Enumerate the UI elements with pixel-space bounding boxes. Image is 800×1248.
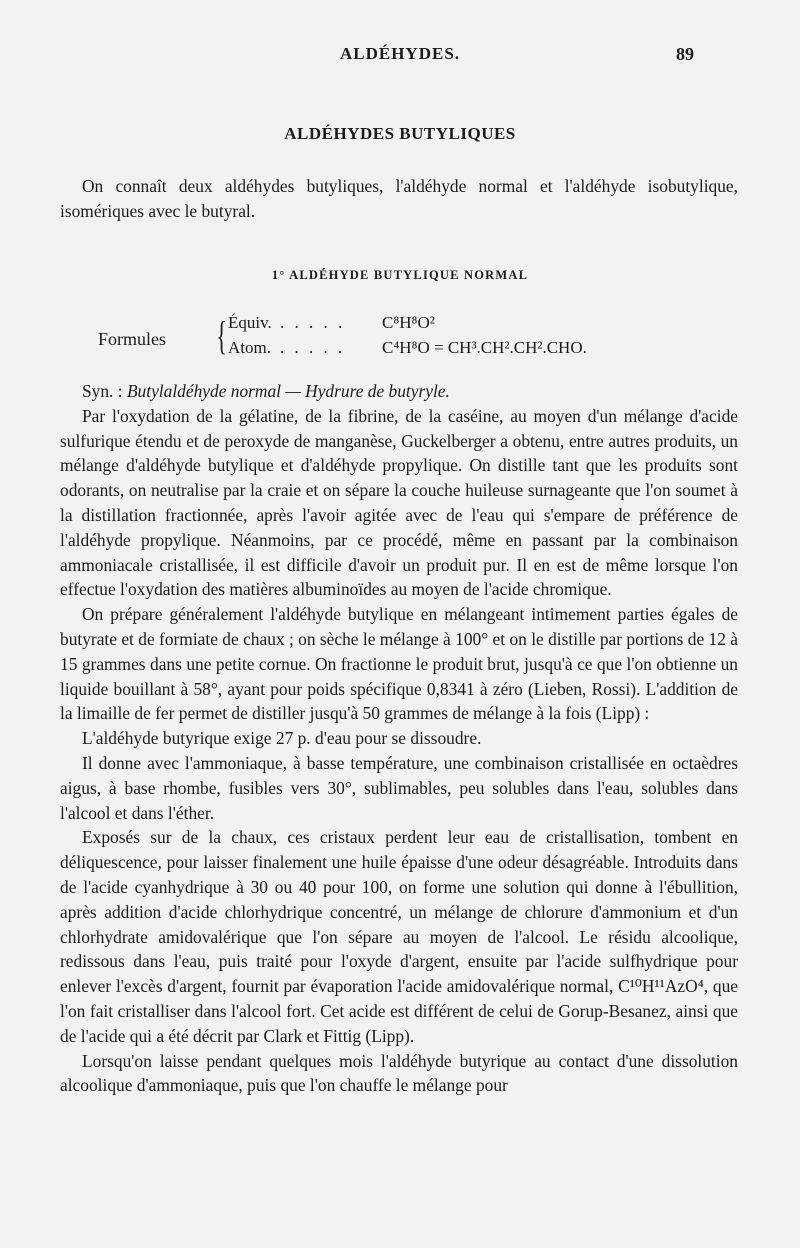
paragraph: Par l'oxydation de la gélatine, de la fibrine, de la caséine, au moyen d'un mélange d'acide sulfurique étendu et de peroxyde de manganèse, Guckelberger a obtenu, entre autres produits, un mélange d'aldéhyde butylique et d'aldéhyde propylique. On distille tant que les produits sont odorants, on neutralise par la craie et on sépare la couche huileuse surnageante que l'on soumet à la distillation fractionnée, après l'avoir agitée avec de l'eau qui s'empare de préférence de l'aldéhyde propylique. Néanmoins, par ce procédé, même en passant par la combinaison ammoniacale cristallisée, il est difficile d'avoir un produit pur. Il en est de même lorsque l'on effectue l'oxydation des matières albuminoïdes au moyen de l'acide chromique. (60, 405, 738, 600)
subsection-title: 1° ALDÉHYDE BUTYLIQUE NORMAL (271, 268, 529, 282)
equiv-dots: . . . . . (280, 313, 346, 332)
synonyms-line (60, 379, 738, 404)
page-number: 89 (676, 44, 694, 64)
equiv-formula: C⁸H⁸O² (382, 313, 435, 332)
synonyms-names: Butylaldéhyde normal — Hydrure de butyryle. (126, 381, 450, 401)
paragraph: Lorsqu'on laisse pendant quelques mois l'aldéhyde butyrique au contact d'une dissolution alcoolique d'ammoniaque, puis que l'on chauffe le mélange pour (60, 1050, 738, 1096)
paragraph: Il donne avec l'ammoniaque, à basse température, une combinaison cristallisée en octaèdres aigus, à base rhombe, fusibles vers 30°, sublimables, peu solubles dans l'eau, solubles dans l'alcool et dans l'éther. (60, 752, 738, 823)
atom-dots: . . . . . (280, 338, 346, 357)
intro-paragraph: On connaît deux aldéhydes butyliques, l'aldéhyde normal et l'aldéhyde isobutylique, isomériques avec le butyral. (60, 176, 738, 221)
formula-row-equiv (228, 313, 658, 337)
running-head (0, 44, 800, 68)
paragraph: On prépare généralement l'aldéhyde butylique en mélangeant intimement parties égales de butyrate et de formiate de chaux ; on sèche le mélange à 100° et on le distille par portions de 12 à 15 grammes dans une petite cornue. On fractionne le produit brut, jusqu'à ce que l'on obtienne un liquide bouillant à 58°, ayant pour poids spécifique 0,8341 à zéro (Lieben, Rossi). L'addition de la limaille de fer permet de distiller jusqu'à 50 grammes de mélange à la fois (Lipp) : (60, 604, 738, 724)
paragraph: Exposés sur de la chaux, ces cristaux perdent leur eau de cristallisation, tombent en déliquescence, pour laisser finalement une huile épaisse d'une odeur désagréable. Introduits dans de l'acide cyanhydrique à 30 ou 40 pour 100, on forme une solution qui donne à l'ébullition, après addition d'acide chlorhydrique concentré, un mélange de chlorure d'ammonium et d'un chlorhydrate amidovalérique que l'on sépare au moyen de l'alcool. Le résidu alcoolique, redissous dans l'eau, puis traité pour l'oxyde d'argent, ensuite par l'acide sulfhydrique pour enlever l'excès d'argent, fournit par évaporation l'acide amidovalérique normal, C¹⁰H¹¹AzO⁴, que l'on fait cristalliser dans l'alcool fort. Cet acide est différent de celui de Gorup-Besanez, ainsi que de l'acide qui a été décrit par Clark et Fittig (Lipp). (60, 827, 738, 1046)
formula-row-atom (228, 338, 658, 362)
formula-block (98, 313, 658, 373)
brace-glyph: { (216, 313, 227, 358)
equiv-label: Équiv. (228, 313, 272, 332)
atom-label: Atom. (228, 338, 271, 357)
section-title: ALDÉHYDES BUTYLIQUES (284, 124, 516, 143)
paragraph: L'aldéhyde butyrique exige 27 p. d'eau pour se dissoudre. (82, 728, 482, 749)
atom-formula: C⁴H⁸O = CH³.CH².CH².CHO. (382, 338, 587, 357)
formulas-label: Formules (98, 329, 167, 349)
running-title: ALDÉHYDES. (339, 44, 461, 63)
body-text (60, 379, 738, 1098)
synonyms-prefix: Syn. : (82, 381, 127, 401)
